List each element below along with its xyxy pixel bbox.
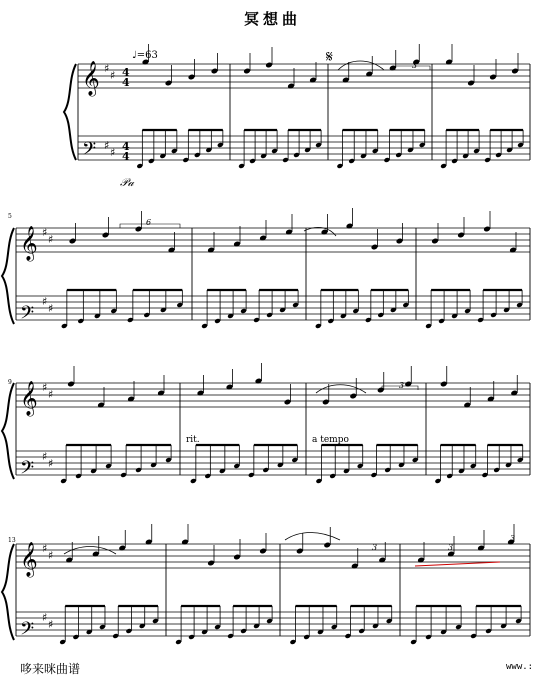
beams: [65, 130, 523, 606]
bass-clef-1: 𝄢: [82, 139, 97, 164]
measure-number: 13: [8, 537, 16, 544]
key-signature-sharp: ♯: [104, 139, 110, 152]
time-signature-top: 4: [122, 66, 130, 79]
bass-clef-3: 𝄢: [20, 458, 35, 483]
triplet-mark: 3: [412, 61, 418, 70]
footer-site-name: 哆来咪曲谱: [20, 662, 81, 676]
tempo-marking: ♩=63: [132, 50, 158, 61]
brace-system-2: [2, 228, 14, 324]
key-signature-sharp: ♯: [48, 618, 54, 631]
key-signature-sharp: ♯: [42, 295, 48, 308]
accent-phrase-line: [415, 562, 500, 566]
sextuplet-mark: 6: [146, 218, 152, 227]
key-signature-sharp: ♯: [42, 381, 48, 394]
brace-system-3: [2, 383, 14, 479]
bass-clef-4: 𝄢: [20, 619, 35, 644]
treble-clef-2: 𝄞: [20, 226, 38, 261]
treble-clef-4: 𝄞: [20, 542, 38, 577]
key-signature-sharp: ♯: [104, 62, 110, 75]
triplet-mark: 3: [448, 543, 454, 552]
treble-clef-3: 𝄞: [20, 381, 38, 416]
key-signature-sharp: ♯: [42, 226, 48, 239]
key-signature-sharp: ♯: [48, 549, 54, 562]
triplet-mark: 3: [372, 543, 378, 552]
slur: [285, 533, 340, 541]
key-signature-sharp: ♯: [48, 233, 54, 246]
key-signature-sharp: ♯: [110, 69, 116, 82]
ritardando-marking: rit.: [186, 435, 200, 445]
page-title: 冥想曲: [243, 10, 301, 28]
key-signature-sharp: ♯: [110, 146, 116, 159]
measure-number: 5: [8, 213, 12, 220]
key-signature-sharp: ♯: [42, 450, 48, 463]
key-signature-sharp: ♯: [42, 611, 48, 624]
triplet-mark: 3: [510, 534, 516, 543]
time-signature-bottom: 4: [122, 76, 130, 89]
time-signature-top: 4: [122, 140, 130, 153]
slur: [338, 61, 384, 70]
stems: [65, 44, 523, 642]
brace-system-1: [64, 64, 76, 160]
segno-sign: 𝄋: [326, 47, 333, 66]
measure-number: 9: [8, 379, 12, 386]
time-signature-bottom: 4: [122, 150, 130, 163]
pedal-marking: 𝒫𝒶: [120, 176, 134, 189]
key-signature-sharp: ♯: [48, 302, 54, 315]
a-tempo-marking: a tempo: [312, 435, 349, 445]
slur: [304, 227, 336, 236]
treble-clef-1: 𝄞: [82, 61, 100, 96]
bass-clef-2: 𝄢: [20, 303, 35, 328]
footer-url: www.:: [506, 662, 534, 672]
key-signature-sharp: ♯: [48, 457, 54, 470]
brace-system-4: [2, 544, 14, 640]
key-signature-sharp: ♯: [48, 388, 54, 401]
key-signature-sharp: ♯: [42, 542, 48, 555]
triplet-mark: 3: [399, 381, 405, 390]
